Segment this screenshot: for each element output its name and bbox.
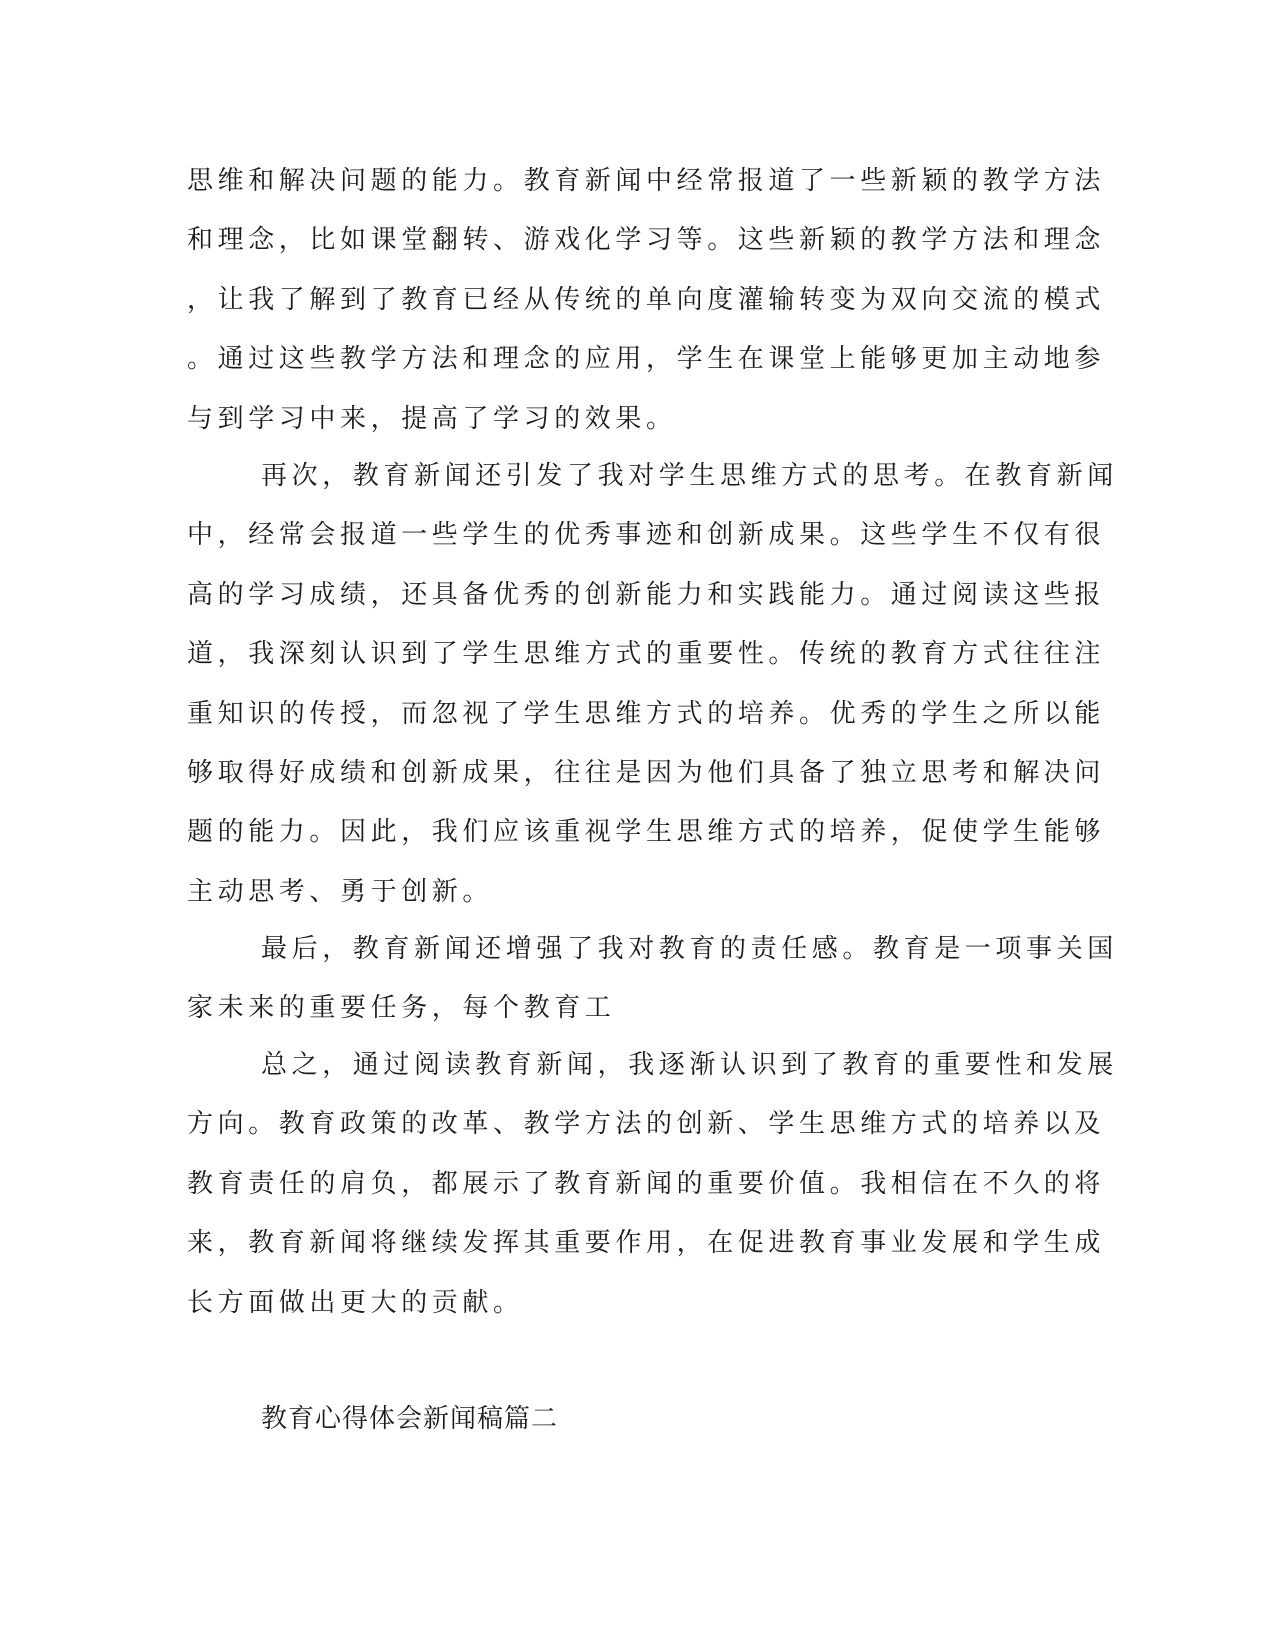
paragraph-responsibility (187, 920, 1118, 1039)
text-line: 和理念，比如课堂翻转、游戏化学习等。这些新颖的教学方法和理念 (187, 225, 1106, 256)
text-line: 思维和解决问题的能力。教育新闻中经常报道了一些新颖的教学方法 (187, 166, 1106, 196)
text-line: 中，经常会报道一些学生的优秀事迹和创新成果。这些学生不仅有很 (187, 520, 1106, 551)
text-line: 与到学习中来，提高了学习的效果。 (187, 403, 677, 434)
text-line: 家未来的重要任务，每个教育工 (187, 993, 616, 1024)
text-line: 。通过这些教学方法和理念的应用，学生在课堂上能够更加主动地参 (187, 344, 1106, 375)
text-line: 够取得好成绩和创新成果，往往是因为他们具备了独立思考和解决问 (187, 757, 1106, 788)
section-heading: 教育心得体会新闻稿篇二 (261, 1404, 559, 1434)
text-line: 再次，教育新闻还引发了我对学生思维方式的思考。在教育新闻 (261, 461, 1118, 491)
text-line: 总之，通过阅读教育新闻，我逐渐认识到了教育的重要性和发展 (261, 1050, 1118, 1080)
text-line: 方向。教育政策的改革、教学方法的创新、学生思维方式的培养以及 (187, 1109, 1106, 1140)
text-line: 高的学习成绩，还具备优秀的创新能力和实践能力。通过阅读这些报 (187, 579, 1106, 610)
text-line: 长方面做出更大的贡献。 (187, 1287, 524, 1318)
text-line: 来，教育新闻将继续发挥其重要作用，在促进教育事业发展和学生成 (187, 1228, 1106, 1259)
paragraph-teaching-methods (187, 152, 1106, 449)
paragraph-student-thinking (187, 447, 1118, 922)
text-line: 主动思考、勇于创新。 (187, 876, 494, 907)
text-line: 最后，教育新闻还增强了我对教育的责任感。教育是一项事关国 (261, 934, 1118, 964)
text-line: 道，我深刻认识到了学生思维方式的重要性。传统的教育方式往往注 (187, 639, 1106, 670)
text-line: 重知识的传授，而忽视了学生思维方式的培养。优秀的学生之所以能 (187, 698, 1106, 729)
text-line: ，让我了解到了教育已经从传统的单向度灌输转变为双向交流的模式 (187, 284, 1106, 315)
paragraph-conclusion (187, 1036, 1118, 1333)
text-line: 题的能力。因此，我们应该重视学生思维方式的培养，促使学生能够 (187, 817, 1106, 848)
text-line: 教育责任的肩负，都展示了教育新闻的重要价值。我相信在不久的将 (187, 1168, 1106, 1199)
